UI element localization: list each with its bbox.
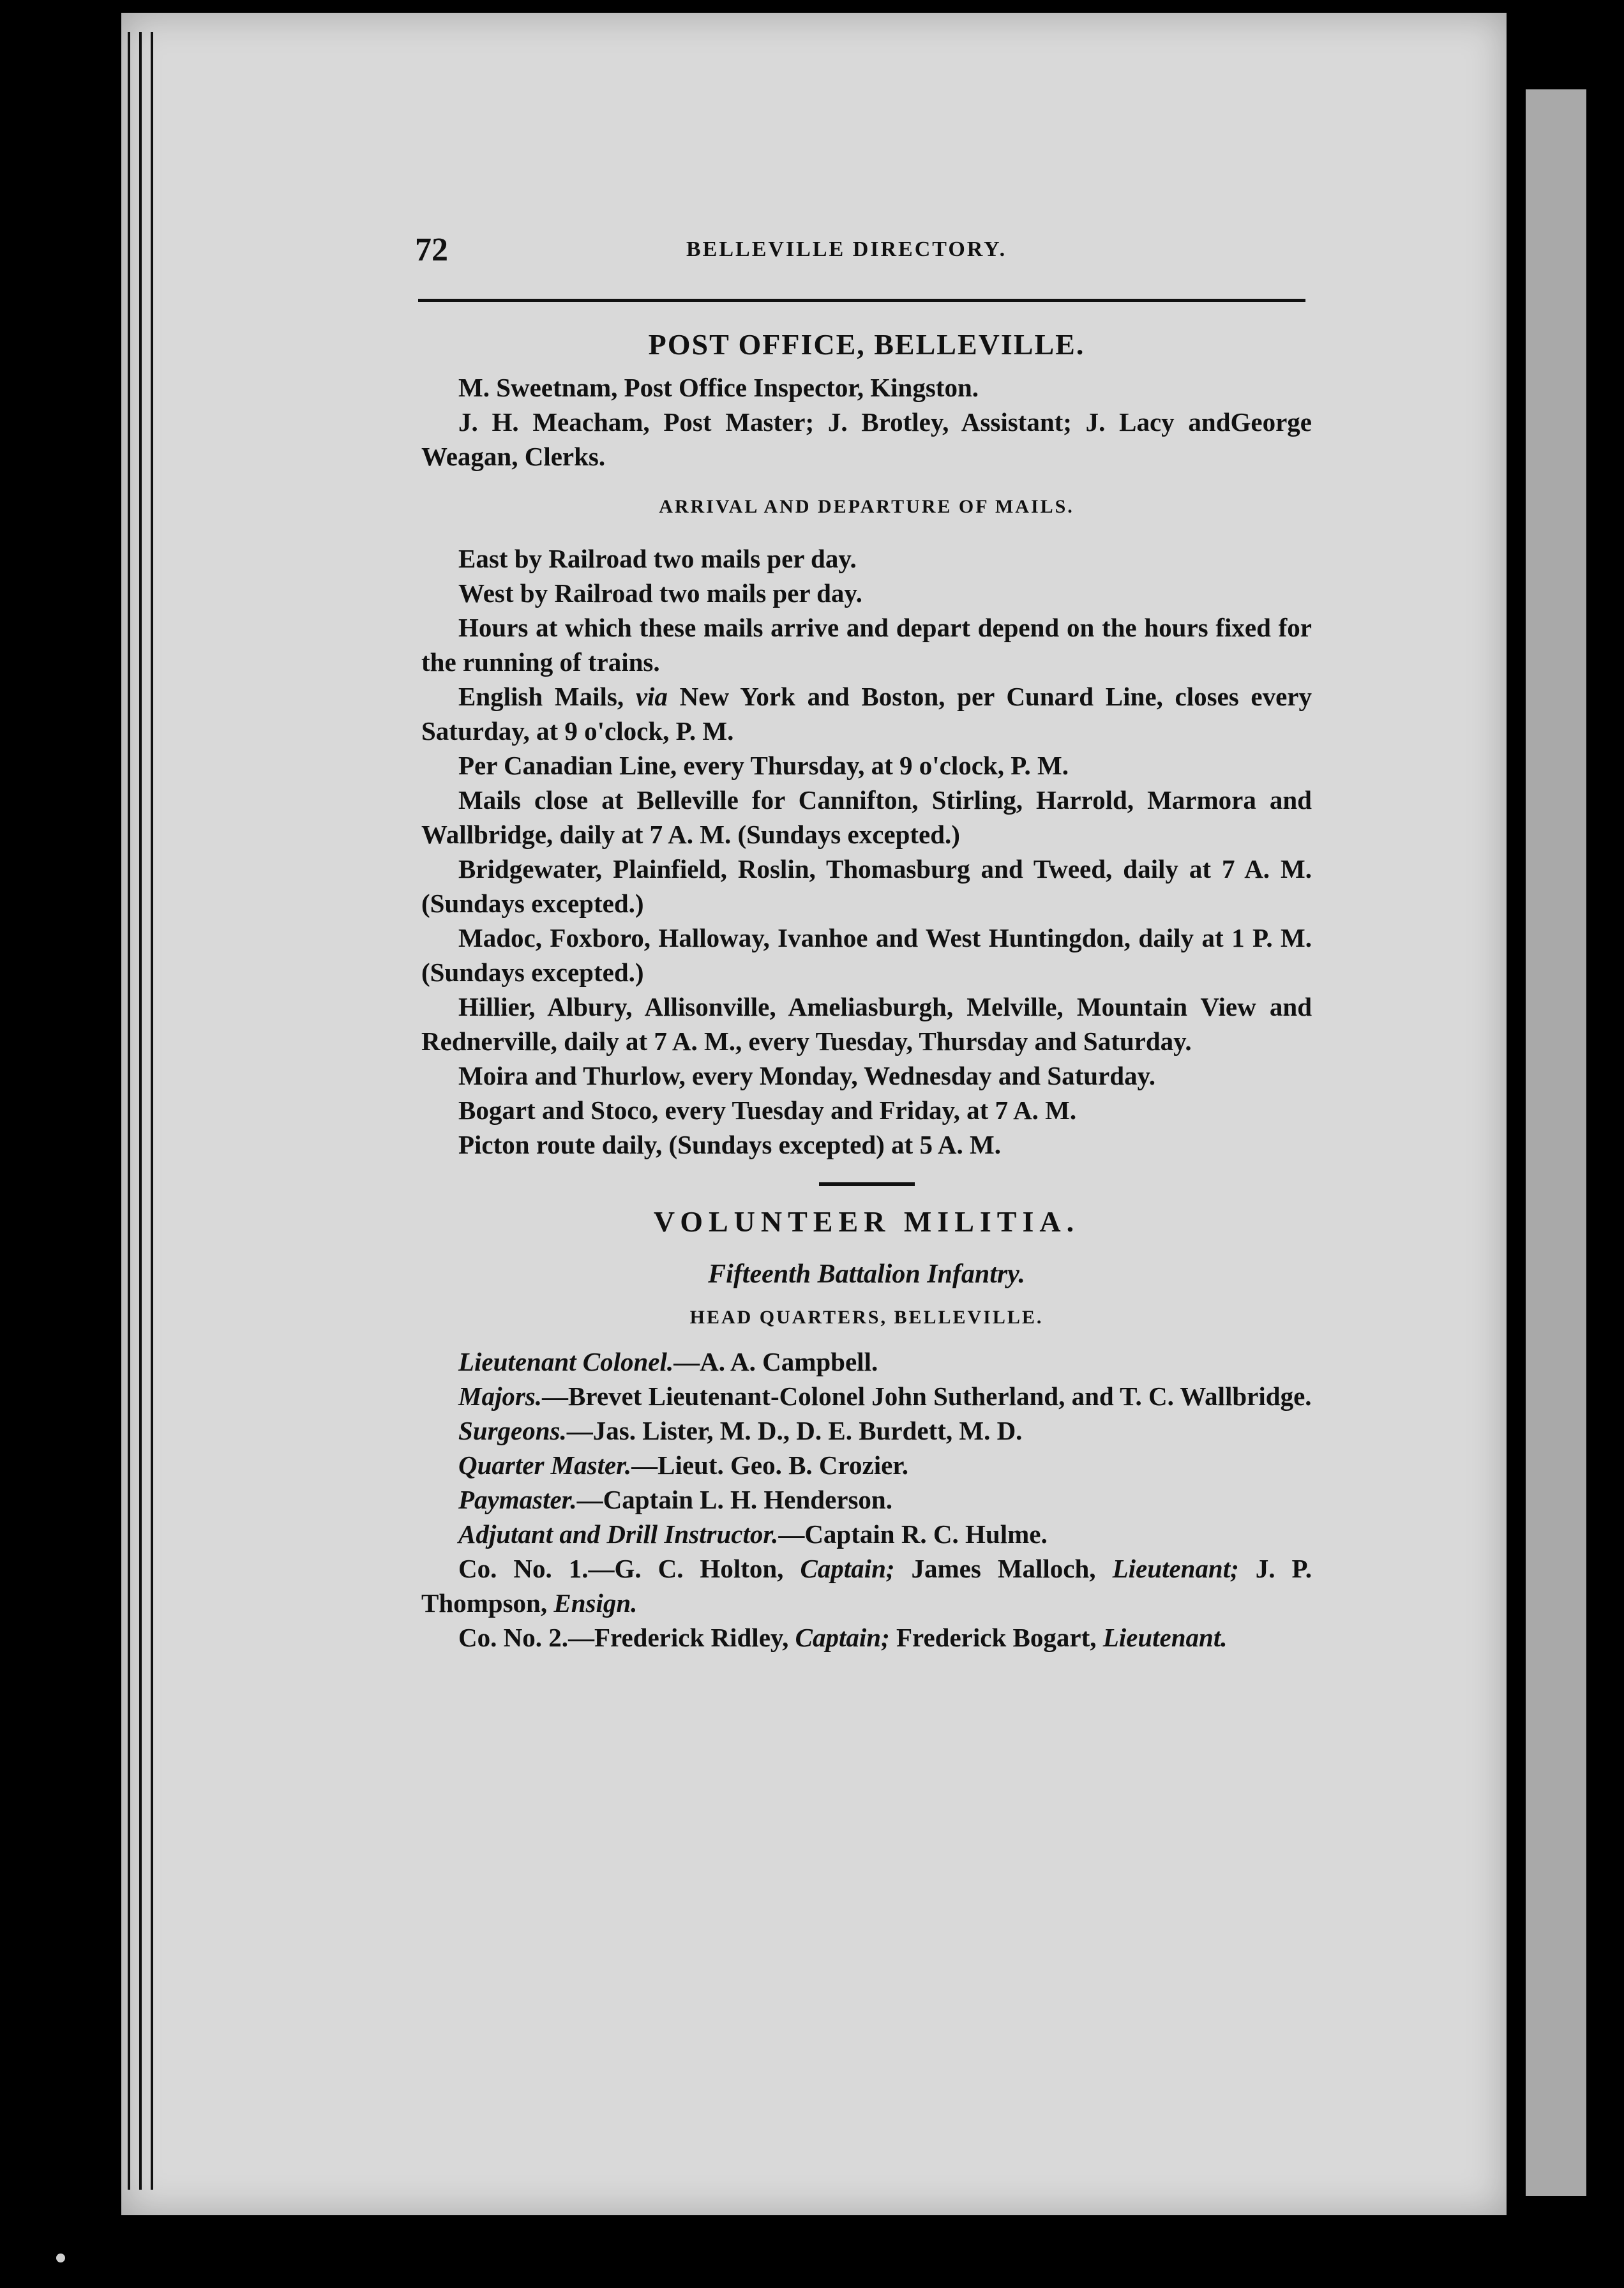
officer-entry bbox=[421, 1344, 1312, 1379]
officer-name: —Captain L. H. Henderson. bbox=[576, 1485, 892, 1514]
officer-role: Surgeons. bbox=[458, 1416, 567, 1445]
page-edge-line bbox=[139, 32, 142, 2190]
running-head: BELLEVILLE DIRECTORY. bbox=[686, 237, 1007, 261]
page-number: 72 bbox=[415, 232, 448, 268]
officer-role: Lieutenant Colonel. bbox=[458, 1347, 674, 1376]
mail-entry: East by Railroad two mails per day. bbox=[458, 544, 857, 573]
adjacent-page-edge bbox=[1526, 89, 1586, 2196]
officer-role: Majors. bbox=[458, 1381, 543, 1411]
company-entry bbox=[421, 1551, 1312, 1620]
mail-entry: Bridgewater, Plainfield, Roslin, Thomasburg and Tweed, daily at 7 A. M. (Sundays excepted.) bbox=[421, 854, 1312, 918]
page-text bbox=[421, 326, 1312, 1655]
officer-role: Quarter Master. bbox=[458, 1450, 632, 1480]
staff-line: M. Sweetnam, Post Office Inspector, Kingston. bbox=[458, 373, 979, 402]
officer-role: Paymaster. bbox=[458, 1485, 577, 1514]
officer-role: Adjutant and Drill Instructor. bbox=[458, 1519, 779, 1549]
officer-name: —Captain R. C. Hulme. bbox=[778, 1519, 1048, 1549]
officer-entry bbox=[421, 1448, 1312, 1482]
company-entry bbox=[421, 1620, 1312, 1655]
page-edge-line bbox=[151, 32, 153, 2190]
company-text: Co. No. 1.—G. C. Holton, bbox=[458, 1554, 784, 1583]
militia-title: VOLUNTEER MILITIA. bbox=[653, 1205, 1080, 1238]
mail-entry: Hillier, Albury, Allisonville, Ameliasburgh, Melville, Mountain View and Rednerville, daily at 7 A. M., every Tuesday, Thursday and Saturday. bbox=[421, 992, 1312, 1056]
company-rank: Lieutenant; bbox=[1112, 1554, 1239, 1583]
mail-entry: Moira and Thurlow, every Monday, Wednesday and Saturday. bbox=[458, 1061, 1156, 1090]
officer-name: —Jas. Lister, M. D., D. E. Burdett, M. D. bbox=[566, 1416, 1023, 1445]
officer-entry bbox=[421, 1379, 1312, 1413]
company-rank: Lieutenant. bbox=[1102, 1623, 1228, 1652]
officer-entry bbox=[421, 1482, 1312, 1517]
company-rank: Ensign. bbox=[553, 1588, 638, 1618]
officer-name: —Lieut. Geo. B. Crozier. bbox=[631, 1450, 908, 1480]
scan-mark bbox=[56, 2254, 65, 2262]
company-text: Frederick Bogart, bbox=[896, 1623, 1097, 1652]
officer-name: —A. A. Campbell. bbox=[673, 1347, 878, 1376]
mails-heading: ARRIVAL AND DEPARTURE OF MAILS. bbox=[659, 496, 1074, 517]
mail-entry-english bbox=[421, 679, 1312, 748]
english-post: New York and Boston, per Cunard Line, closes every Saturday, at 9 o'clock, P. M. bbox=[421, 682, 1312, 746]
officer-entry bbox=[421, 1517, 1312, 1551]
officer-entry bbox=[421, 1413, 1312, 1448]
mail-entry: Picton route daily, (Sundays excepted) at 5 A. M. bbox=[458, 1130, 1001, 1159]
english-pre: English Mails, bbox=[458, 682, 624, 711]
company-rank: Captain; bbox=[800, 1554, 895, 1583]
hq-heading: HEAD QUARTERS, BELLEVILLE. bbox=[689, 1307, 1044, 1328]
company-text: Co. No. 2.—Frederick Ridley, bbox=[458, 1623, 789, 1652]
section-divider bbox=[819, 1182, 915, 1186]
mail-entry: Bogart and Stoco, every Tuesday and Friday, at 7 A. M. bbox=[458, 1095, 1077, 1125]
header-rule bbox=[418, 299, 1305, 302]
post-office-title: POST OFFICE, BELLEVILLE. bbox=[648, 328, 1085, 361]
company-text: James Malloch, bbox=[911, 1554, 1096, 1583]
english-via: via bbox=[635, 682, 668, 711]
officer-name: —Brevet Lieutenant-Colonel John Sutherland, and T. C. Wallbridge. bbox=[542, 1381, 1312, 1411]
company-rank: Captain; bbox=[795, 1623, 890, 1652]
mail-entry: Per Canadian Line, every Thursday, at 9 o'clock, P. M. bbox=[458, 751, 1069, 780]
mail-entry: Madoc, Foxboro, Halloway, Ivanhoe and West Huntingdon, daily at 1 P. M. (Sundays excepted.) bbox=[421, 923, 1312, 987]
mail-entry: Mails close at Belleville for Cannifton, Stirling, Harrold, Marmora and Wallbridge, daily at 7 A. M. (Sundays excepted.) bbox=[421, 785, 1312, 849]
mail-entry: West by Railroad two mails per day. bbox=[458, 578, 862, 608]
page-edge-line bbox=[128, 32, 130, 2190]
battalion-subtitle: Fifteenth Battalion Infantry. bbox=[708, 1260, 1025, 1289]
mail-entry: Hours at which these mails arrive and depart depend on the hours fixed for the running of trains. bbox=[421, 613, 1312, 677]
company-text: J. P. Thompson, bbox=[421, 1554, 1312, 1618]
staff-line: J. H. Meacham, Post Master; J. Brotley, Assistant; J. Lacy andGeorge Weagan, Clerks. bbox=[421, 407, 1312, 471]
